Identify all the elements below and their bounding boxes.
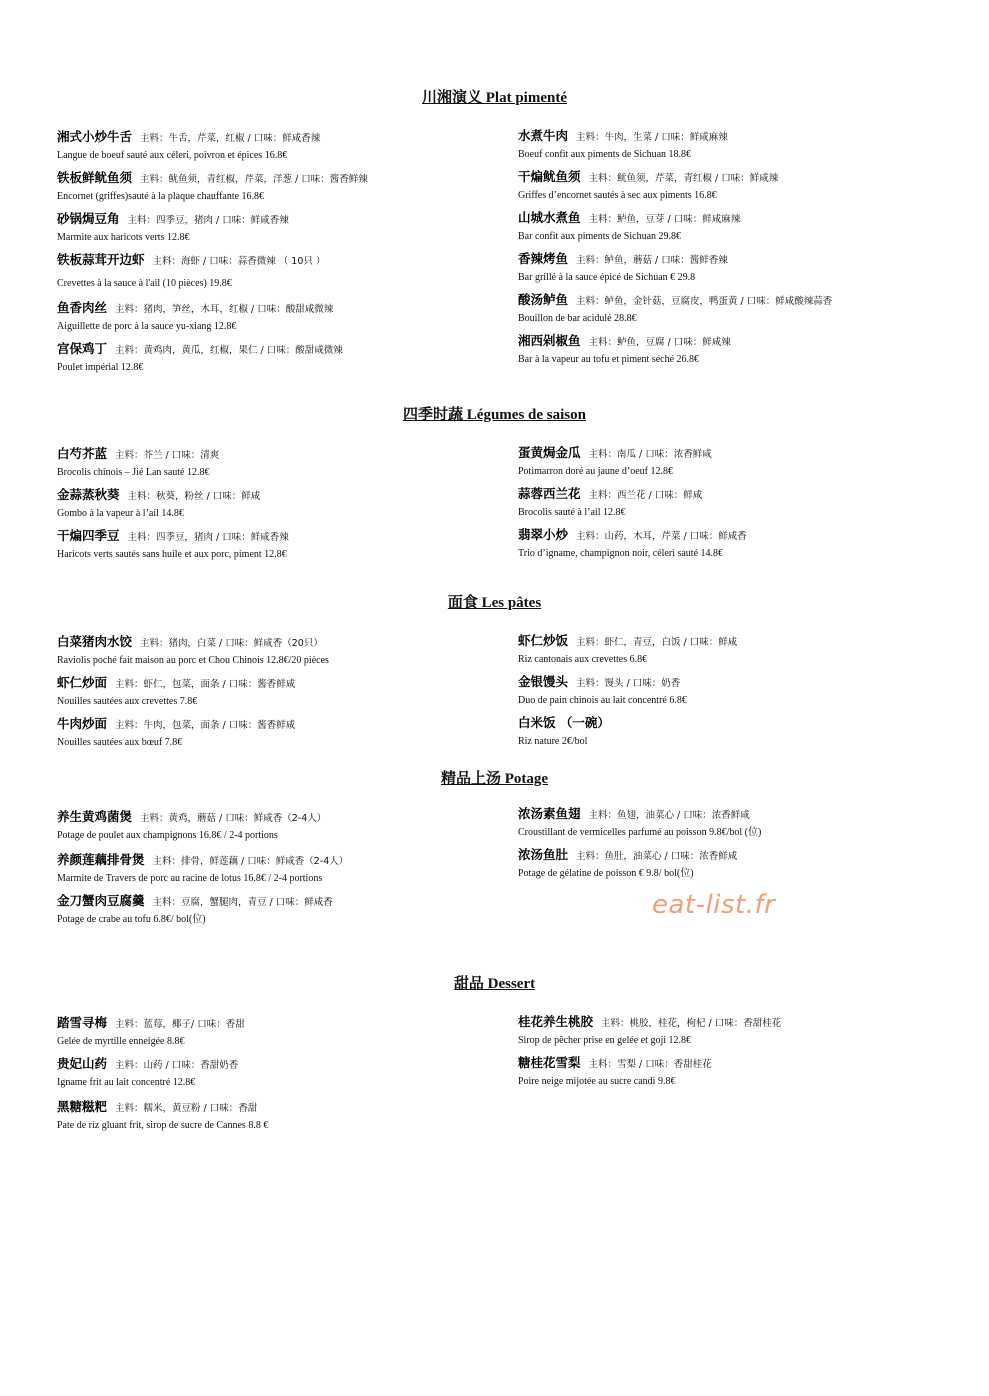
dish-description: Sirop de pêcher prise en gelée et goji 12.8€ [518, 1035, 691, 1046]
dish-name: 蒜蓉西兰花 [518, 486, 581, 501]
dish-name: 踏雪寻梅 [57, 1015, 108, 1030]
dish-ingredients: 主料：牛肉，包菜，面条 / 口味：酱香鲜咸 [115, 720, 296, 731]
menu-item [518, 166, 958, 207]
dish-ingredients: 主料：排骨，鲜莲藕 / 口味：鲜咸香（2-4人） [152, 856, 349, 867]
menu-item [57, 484, 497, 525]
dish-name: 养颜莲藕排骨煲 [57, 852, 145, 867]
menu-item [57, 338, 497, 379]
dish-ingredients: 主料：雪梨 / 口味：香甜桂花 [588, 1059, 712, 1070]
menu-item [518, 671, 958, 712]
dessert-left-column [57, 1012, 497, 1137]
dish-name: 白菜猪肉水饺 [57, 634, 133, 649]
dish-description: Igname frit au lait concentré 12.8€ [57, 1077, 196, 1088]
dish-description: Aiguillette de porc à la sauce yu-xiang 12.8€ [57, 321, 237, 332]
dish-ingredients: 主料：鱼翅，油菜心 / 口味：浓香鲜咸 [588, 810, 750, 821]
dish-description: Pate de riz gluant frit, sirop de sucre de Cannes 8.8 € [57, 1120, 269, 1131]
dish-description: Potage de gélatine de poisson € 9.8/ bol(位) [518, 868, 694, 879]
menu-item [518, 207, 958, 248]
dish-name: 浓汤素鱼翅 [518, 806, 581, 821]
dish-ingredients: 主料：四季豆，猪肉 / 口味：鲜咸香辣 [127, 215, 289, 226]
dish-description: Bar confit aux piments de Sichuan 29.8€ [518, 231, 682, 242]
dish-ingredients: 主料：鲈鱼，金针菇，豆腐皮，鸭蛋黄 / 口味：鲜咸酸辣蒜香 [576, 296, 833, 307]
potage-right-column [518, 803, 958, 885]
plat-pimente-left-column [57, 126, 497, 379]
dish-description: Croustillant de vermicelles parfumé au poisson 9.8€/bol (位) [518, 827, 762, 838]
dish-ingredients: 主料：馒头 / 口味：奶香 [576, 678, 681, 689]
legumes-right-column [518, 442, 958, 565]
dish-description: Crevettes à la sauce à l'ail (10 pièces) 19.8€ [57, 278, 232, 289]
menu-item [518, 803, 958, 844]
dish-ingredients: 主料：猪肉，白菜 / 口味：鲜咸香（20只） [140, 638, 323, 649]
dish-description: Brocolis chinois – Jié Lan sauté 12.8€ [57, 467, 210, 478]
menu-item [518, 125, 958, 166]
menu-item [518, 844, 958, 885]
section-title-pates: 面食 Les pâtes [447, 595, 542, 611]
legumes-left-column [57, 443, 497, 566]
section-title-dessert: 甜品 Dessert [453, 976, 536, 992]
watermark: eat-list.fr [652, 890, 776, 920]
dish-name: 金刀蟹肉豆腐羹 [57, 893, 145, 908]
menu-item [57, 672, 497, 713]
dish-ingredients: 主料：西兰花 / 口味：鲜咸 [588, 490, 703, 501]
dish-description: Brocolis sauté à l’ail 12.8€ [518, 507, 626, 518]
dish-name: 虾仁炒面 [57, 675, 108, 690]
dish-ingredients: 主料：虾仁，青豆，白饭 / 口味：鲜咸 [576, 637, 738, 648]
dish-ingredients: 主料：黄鸡肉，黄瓜，红椒，果仁 / 口味：酸甜咸微辣 [115, 345, 343, 356]
potage-left-column [57, 806, 497, 931]
dish-name: 金蒜蒸秋葵 [57, 487, 120, 502]
dish-name: 蛋黄焗金瓜 [518, 445, 581, 460]
menu-item [57, 297, 497, 338]
dish-name: 桂花养生桃胶 [518, 1014, 594, 1029]
dish-description: Riz nature 2€/bol [518, 736, 588, 747]
dish-name: 虾仁炒饭 [518, 633, 569, 648]
dish-description: Duo de pain chinois au lait concentré 6.8€ [518, 695, 687, 706]
dish-description: Bar à la vapeur au tofu et piment séché 26.8€ [518, 354, 700, 365]
menu-item [57, 849, 497, 890]
menu-item [518, 289, 958, 330]
dish-ingredients: 主料：桃胶，桂花，枸杞 / 口味：香甜桂花 [601, 1018, 782, 1029]
dish-description: Poulet impérial 12.8€ [57, 362, 144, 373]
dish-name: 浓汤鱼肚 [518, 847, 569, 862]
dish-ingredients: 主料：鲈鱼，豆腐 / 口味：鲜咸辣 [588, 337, 731, 348]
dish-name: 酸汤鲈鱼 [518, 292, 569, 307]
dish-description: Potage de crabe au tofu 6.8€/ bol(位) [57, 914, 206, 925]
dish-description: Riz cantonais aux crevettes 6.8€ [518, 654, 648, 665]
menu-item [518, 630, 958, 671]
dish-name: 砂锅焗豆角 [57, 211, 120, 226]
dish-ingredients: 主料：牛肉，生菜 / 口味：鲜咸麻辣 [576, 132, 728, 143]
dish-name: 湘西剁椒鱼 [518, 333, 581, 348]
menu-item [518, 442, 958, 483]
dish-description: Gelée de myrtille enneigée 8.8€ [57, 1036, 185, 1047]
dessert-right-column [518, 1011, 958, 1093]
dish-description: Haricots verts sautés sans huile et aux porc, piment 12.8€ [57, 549, 287, 560]
dish-ingredients: 主料：鲈鱼，豆芽 / 口味：鲜咸麻辣 [588, 214, 741, 225]
dish-description: Bouillon de bar acidulé 28.8€ [518, 313, 637, 324]
dish-ingredients: 主料：海虾 / 口味：蒜香微辣 （ 10只 ） [152, 256, 326, 267]
dish-name: 白芍芥蓝 [57, 446, 108, 461]
dish-description: Potage de poulet aux champignons 16.8€ / 2-4 portions [57, 830, 278, 841]
menu-item [57, 890, 497, 931]
menu-item [57, 713, 497, 754]
menu-item [518, 248, 958, 289]
dish-name: 铁板蒜茸开边虾 [57, 252, 145, 267]
dish-name: 金银馒头 [518, 674, 569, 689]
dish-name: 干煸四季豆 [57, 528, 120, 543]
dish-ingredients: 主料：山药，木耳，芹菜 / 口味：鲜咸香 [576, 531, 747, 542]
dish-ingredients: 主料：鲈鱼，蘑菇 / 口味：酱鲜香辣 [576, 255, 728, 266]
dish-name: 白米饭 （一碗） [518, 715, 610, 730]
menu-item [57, 806, 497, 847]
menu-item [57, 249, 497, 297]
dish-description: Nouilles sautées aux bœuf 7.8€ [57, 737, 183, 748]
dish-description: Trio d’igname, champignon noir, céleri sauté 14.8€ [518, 548, 724, 559]
dish-name: 黑糖糍粑 [57, 1099, 108, 1114]
menu-item [57, 443, 497, 484]
dish-description: Encornet (griffes)sauté à la plaque chauffante 16.8€ [57, 191, 265, 202]
menu-item [518, 1052, 958, 1093]
dish-ingredients: 主料：四季豆，猪肉 / 口味：鲜咸香辣 [127, 532, 289, 543]
dish-description: Marmite de Travers de porc au racine de lotus 16.8€ / 2-4 portions [57, 873, 323, 884]
dish-ingredients: 主料：蓝莓，椰子/ 口味：香甜 [115, 1019, 245, 1030]
section-title-plat-pimente: 川湘演义 Plat pimenté [422, 90, 567, 106]
menu-item [518, 524, 958, 565]
dish-ingredients: 主料：山药 / 口味：香甜奶香 [115, 1060, 239, 1071]
dish-name: 糖桂花雪梨 [518, 1055, 581, 1070]
dish-name: 养生黄鸡菌煲 [57, 809, 133, 824]
dish-name: 宫保鸡丁 [57, 341, 108, 356]
dish-ingredients: 主料：黄鸡，蘑菇 / 口味：鲜咸香（2-4人） [140, 813, 327, 824]
menu-item [518, 483, 958, 524]
menu-item [57, 631, 497, 672]
dish-name: 鱼香肉丝 [57, 300, 108, 315]
dish-description: Griffes d’encornet sautés à sec aux piments 16.8€ [518, 190, 717, 201]
dish-ingredients: 主料：糯米，黄豆粉 / 口味：香甜 [115, 1103, 258, 1114]
dish-description: Boeuf confit aux piments de Sichuan 18.8€ [518, 149, 692, 160]
dish-name: 铁板鲜鱿鱼须 [57, 170, 133, 185]
menu-item [57, 1096, 497, 1137]
menu-item [57, 208, 497, 249]
dish-description: Marmite aux haricots verts 12.8€ [57, 232, 190, 243]
menu-item [57, 525, 497, 566]
dish-ingredients: 主料：秋葵，粉丝 / 口味：鲜咸 [127, 491, 261, 502]
plat-pimente-right-column [518, 125, 958, 371]
dish-name: 湘式小炒牛舌 [57, 129, 133, 144]
pates-left-column [57, 631, 497, 754]
dish-ingredients: 主料：南瓜 / 口味：浓香鲜咸 [588, 449, 712, 460]
dish-name: 牛肉炒面 [57, 716, 108, 731]
dish-description: Gombo à la vapeur à l’ail 14.8€ [57, 508, 184, 519]
dish-ingredients: 主料：猪肉，笋丝，木耳，红椒 / 口味：酸甜咸微辣 [115, 304, 334, 315]
menu-item [57, 1012, 497, 1053]
dish-name: 水煮牛肉 [518, 128, 569, 143]
menu-item [518, 712, 958, 753]
dish-name: 香辣烤鱼 [518, 251, 569, 266]
dish-ingredients: 主料：鱿鱼须，青红椒，芹菜，洋葱 / 口味：酱香鲜辣 [140, 174, 368, 185]
dish-description: Raviolis poché fait maison au porc et Chou Chinois 12.8€/20 pièces [57, 655, 329, 666]
dish-description: Bar grillé à la sauce épicé de Sichuan € 29.8 [518, 272, 696, 283]
pates-right-column [518, 630, 958, 753]
dish-name: 贵妃山药 [57, 1056, 108, 1071]
dish-description: Nouilles sautées aux crevettes 7.8€ [57, 696, 198, 707]
dish-ingredients: 主料：鱼肚，油菜心 / 口味：浓香鲜咸 [576, 851, 738, 862]
dish-ingredients: 主料：豆腐，蟹腿肉，青豆 / 口味：鲜咸香 [152, 897, 333, 908]
dish-name: 干煸鱿鱼须 [518, 169, 581, 184]
dish-ingredients: 主料：芥兰 / 口味：清爽 [115, 450, 220, 461]
menu-item [57, 1053, 497, 1094]
dish-description: Potimarron doré au jaune d’oeuf 12.8€ [518, 466, 673, 477]
dish-description: Langue de boeuf sauté aux céleri, poivron et épices 16.8€ [57, 150, 288, 161]
menu-item [518, 1011, 958, 1052]
section-title-legumes: 四季时蔬 Légumes de saison [403, 407, 586, 423]
dish-name: 山城水煮鱼 [518, 210, 581, 225]
menu-item [518, 330, 958, 371]
section-title-potage: 精品上汤 Potage [440, 771, 549, 787]
dish-description: Poire neige mijotée au sucre candi 9.8€ [518, 1076, 676, 1087]
menu-item [57, 126, 497, 167]
dish-ingredients: 主料：牛舌，芹菜，红椒 / 口味：鲜咸香辣 [140, 133, 321, 144]
menu-item [57, 167, 497, 208]
dish-name: 翡翠小炒 [518, 527, 569, 542]
dish-ingredients: 主料：虾仁，包菜，面条 / 口味：酱香鲜咸 [115, 679, 296, 690]
dish-ingredients: 主料：鱿鱼须，芹菜，青红椒 / 口味：鲜咸辣 [588, 173, 779, 184]
